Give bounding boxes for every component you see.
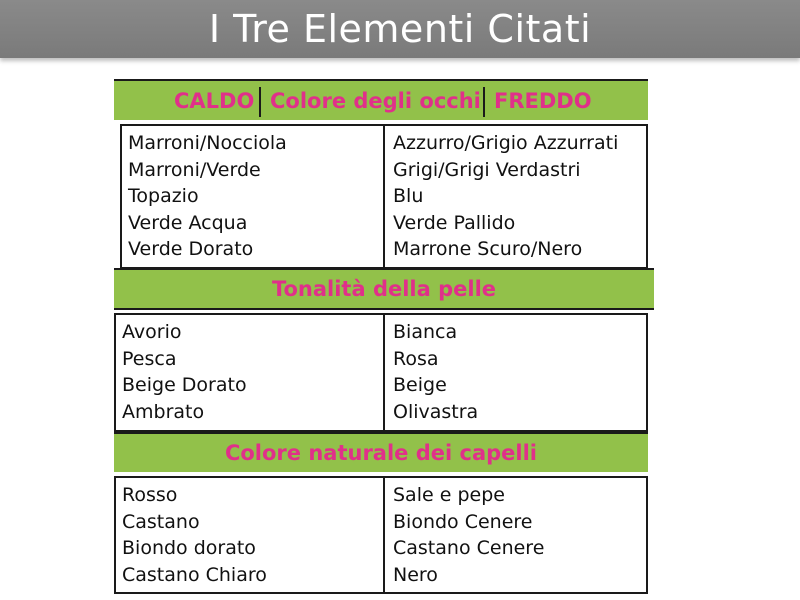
list-item: Beige bbox=[393, 374, 447, 396]
list-item: Bianca bbox=[393, 321, 458, 343]
eyes-cool-heading: FREDDO bbox=[494, 88, 592, 113]
list-item: Marrone Scuro/Nero bbox=[393, 238, 583, 260]
hair-cool-list bbox=[383, 478, 544, 592]
list-item: Blu bbox=[393, 185, 424, 207]
list-item: Avorio bbox=[122, 321, 182, 343]
list-item: Olivastra bbox=[393, 400, 479, 423]
hair-heading: Colore naturale dei capelli bbox=[224, 441, 538, 465]
skin-heading-band bbox=[114, 270, 654, 308]
list-item: Beige Dorato bbox=[122, 374, 247, 396]
hair-table bbox=[114, 476, 648, 594]
list-item: Rosso bbox=[122, 484, 178, 506]
list-item: Sale e pepe bbox=[393, 484, 505, 506]
skin-cool-list bbox=[383, 315, 478, 430]
skin-bottom-rule bbox=[114, 308, 654, 310]
list-item: Castano bbox=[122, 510, 200, 533]
list-item: Marroni/Nocciola bbox=[128, 132, 287, 154]
eyes-warm-heading: CALDO bbox=[174, 88, 255, 113]
eyes-heading-divider-right bbox=[483, 87, 485, 117]
eyes-warm-list bbox=[128, 126, 287, 267]
page-title: I Tre Elementi Citati bbox=[208, 7, 592, 51]
skin-warm-list bbox=[122, 315, 247, 430]
skin-heading: Tonalità della pelle bbox=[271, 277, 497, 301]
list-item: Azzurro/Grigio Azzurrati bbox=[393, 132, 619, 154]
title-bar bbox=[0, 0, 800, 58]
list-item: Ambrato bbox=[122, 400, 205, 423]
list-item: Verde Pallido bbox=[393, 211, 516, 234]
eyes-heading-band bbox=[114, 81, 648, 120]
list-item: Marroni/Verde bbox=[128, 158, 261, 181]
list-item: Topazio bbox=[128, 185, 199, 207]
skin-table bbox=[114, 313, 648, 432]
list-item: Verde Dorato bbox=[128, 238, 254, 260]
eyes-heading-divider-left bbox=[259, 87, 261, 117]
list-item: Verde Acqua bbox=[128, 211, 248, 234]
list-item: Nero bbox=[393, 563, 438, 586]
list-item: Biondo dorato bbox=[122, 537, 256, 559]
list-item: Grigi/Grigi Verdastri bbox=[393, 158, 581, 181]
eyes-table bbox=[120, 124, 648, 269]
eyes-category-heading: Colore degli occhi bbox=[270, 88, 481, 113]
list-item: Castano Chiaro bbox=[122, 563, 267, 586]
eyes-cool-list bbox=[383, 126, 618, 267]
list-item: Rosa bbox=[393, 347, 439, 370]
list-item: Pesca bbox=[122, 347, 177, 370]
list-item: Biondo Cenere bbox=[393, 510, 533, 533]
list-item: Castano Cenere bbox=[393, 537, 545, 559]
hair-heading-band bbox=[114, 434, 648, 472]
hair-warm-list bbox=[122, 478, 267, 592]
